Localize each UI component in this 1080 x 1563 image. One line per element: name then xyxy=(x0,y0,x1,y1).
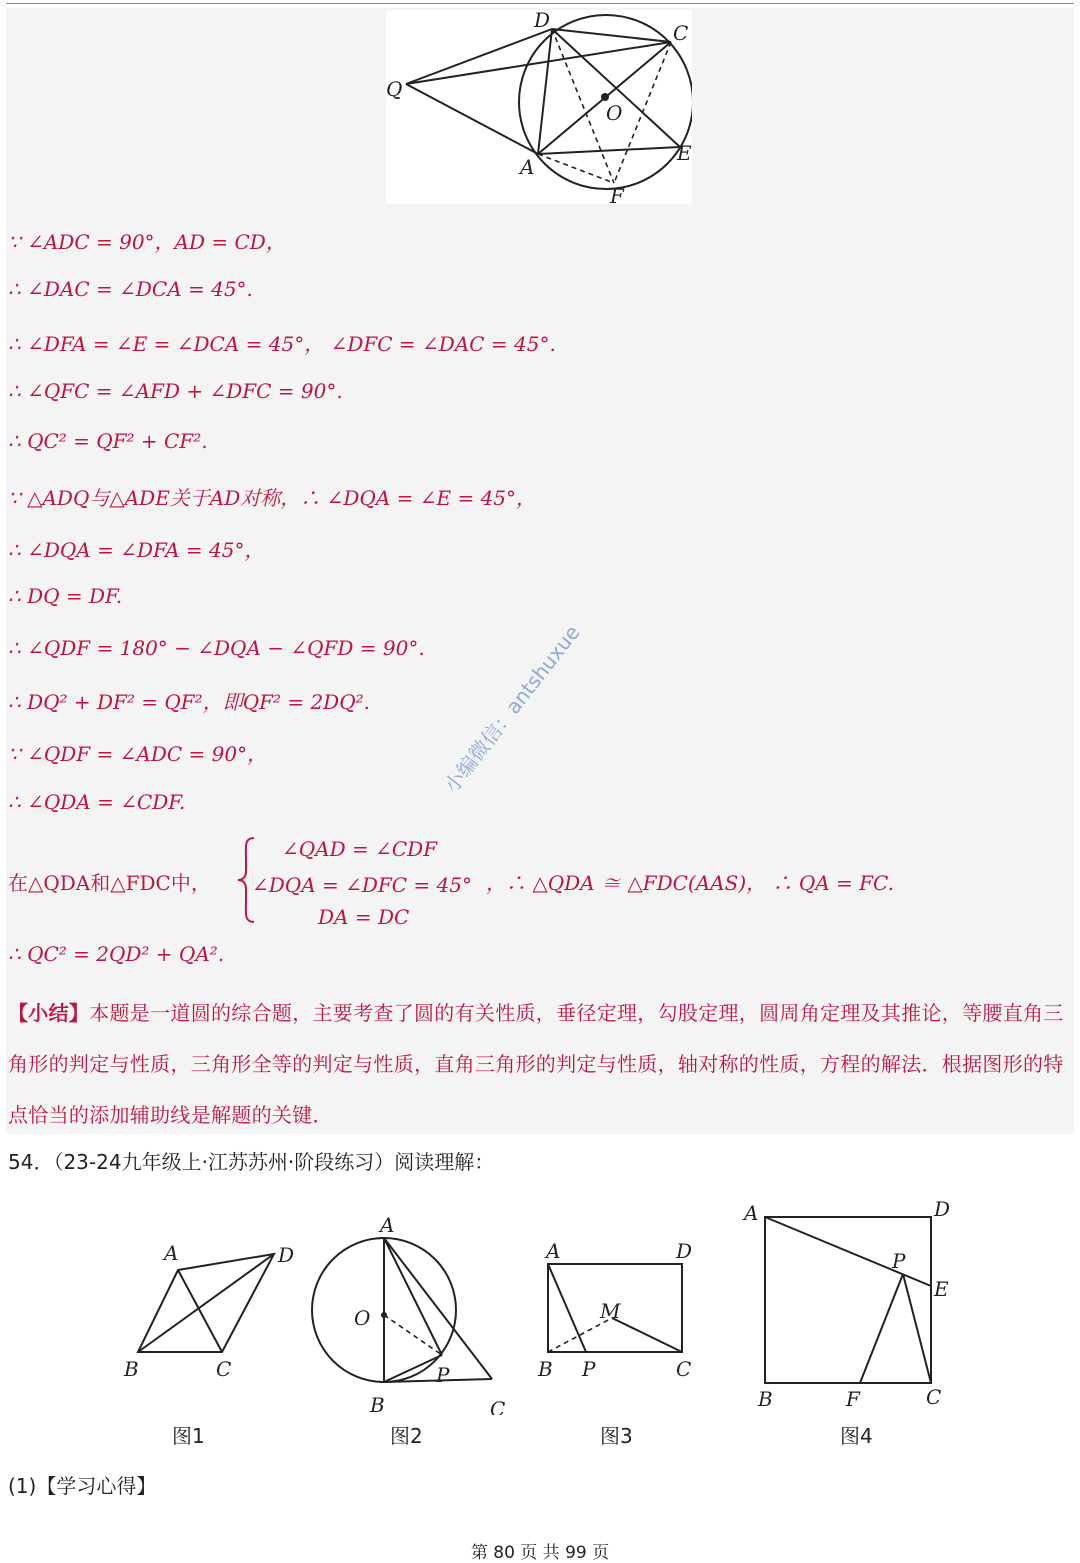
solution-line-1: ∵ ∠ADC = 90°，AD = CD， xyxy=(8,230,286,254)
circle-figure xyxy=(386,10,692,204)
fig4-label-A: A xyxy=(744,1201,759,1225)
solution-line-11: ∵ ∠QDF = ∠ADC = 90°， xyxy=(8,742,268,766)
figure-row-svg xyxy=(0,1190,1080,1415)
fig2-label-C: C xyxy=(490,1397,506,1415)
fig2-label-B: B xyxy=(370,1393,385,1415)
solution-line-12: ∴ ∠QDA = ∠CDF. xyxy=(8,790,186,814)
solution-line-7: ∴ ∠DQA = ∠DFA = 45°， xyxy=(8,538,265,562)
fig1-label-B: B xyxy=(124,1357,139,1381)
fig2-label-P: P xyxy=(436,1363,450,1387)
congruence-row-1: ∠QAD = ∠CDF xyxy=(282,837,438,861)
fig1-label-D: D xyxy=(278,1243,295,1267)
watermark: 小编微信：antshuxue xyxy=(439,620,585,798)
label-D: D xyxy=(534,10,551,32)
fig3-label-D: D xyxy=(676,1239,693,1263)
congruence-conclusion: ，∴ △QDA ≅ △FDC(AAS)， ∴ QA = FC. xyxy=(486,871,894,895)
summary-text: 本题是一道圆的综合题，主要考查了圆的有关性质，垂径定理，勾股定理，圆周角定理及其推论，等腰直角三角形的判定与性质，三角形全等的判定与性质，直角三角形的判定与性质，轴对称的性质，方程的解法．根据图形的特点恰当的添加辅助线是解题的关键． xyxy=(8,1001,1064,1127)
label-A: A xyxy=(520,155,535,179)
solution-line-3: ∴ ∠DFA = ∠E = ∠DCA = 45°， ∠DFC = ∠DAC = 45°. xyxy=(8,332,556,356)
fig1-label-A: A xyxy=(164,1241,179,1265)
fig3-label-C: C xyxy=(676,1357,692,1381)
fig4-label-E: E xyxy=(934,1277,949,1301)
fig3-label-P: P xyxy=(582,1357,596,1381)
summary-tag: 【小结】 xyxy=(8,1001,90,1025)
label-O: O xyxy=(606,101,623,125)
fig4-label-D: D xyxy=(934,1197,951,1221)
fig4-label-P: P xyxy=(892,1249,906,1273)
solution-line-6: ∵ △ADQ与△ADE关于AD对称，∴ ∠DQA = ∠E = 45°， xyxy=(8,486,537,510)
label-C: C xyxy=(673,21,689,45)
page-footer: 第 80 页 共 99 页 xyxy=(470,1543,610,1563)
fig2-label-A: A xyxy=(380,1213,395,1237)
solution-line-8: ∴ DQ = DF. xyxy=(8,584,123,608)
congruence-prefix: 在△QDA和△FDC中， xyxy=(8,871,211,895)
figure-1-caption: 图1 xyxy=(172,1424,205,1448)
fig4-label-B: B xyxy=(758,1387,773,1411)
top-rule xyxy=(6,3,1074,4)
circle-figure-svg xyxy=(386,10,692,204)
label-Q: Q xyxy=(386,77,403,101)
congruence-row-3: DA = DC xyxy=(318,905,410,929)
congruence-block xyxy=(8,835,1008,929)
figure-2-caption: 图2 xyxy=(390,1424,423,1448)
summary-paragraph xyxy=(8,988,1072,1141)
fig3-label-B: B xyxy=(538,1357,553,1381)
figure-3-caption: 图3 xyxy=(600,1424,633,1448)
label-F: F xyxy=(610,184,624,204)
figure-4-caption: 图4 xyxy=(840,1424,873,1448)
figure-row xyxy=(0,1190,1080,1460)
solution-line-2: ∴ ∠DAC = ∠DCA = 45°. xyxy=(8,277,253,301)
label-E: E xyxy=(677,141,692,165)
fig4-label-F: F xyxy=(846,1387,860,1411)
fig4-label-C: C xyxy=(926,1385,942,1409)
fig1-label-C: C xyxy=(216,1357,232,1381)
solution-line-4: ∴ ∠QFC = ∠AFD + ∠DFC = 90°. xyxy=(8,379,343,403)
solution-line-5: ∴ QC² = QF² + CF². xyxy=(8,429,208,453)
congruence-row-2: ∠DQA = ∠DFC = 45° xyxy=(252,873,472,897)
fig3-label-A: A xyxy=(546,1239,561,1263)
solution-line-9: ∴ ∠QDF = 180° − ∠DQA − ∠QFD = 90°. xyxy=(8,636,425,660)
sub-question-1: (1)【学习心得】 xyxy=(8,1474,157,1498)
fig3-label-M: M xyxy=(600,1299,621,1323)
solution-final-line: ∴ QC² = 2QD² + QA². xyxy=(8,942,225,966)
fig2-label-O: O xyxy=(354,1306,371,1330)
solution-line-10: ∴ DQ² + DF² = QF²，即QF² = 2DQ². xyxy=(8,690,370,714)
question-title: 54．（23-24九年级上·江苏苏州·阶段练习）阅读理解： xyxy=(8,1150,495,1174)
